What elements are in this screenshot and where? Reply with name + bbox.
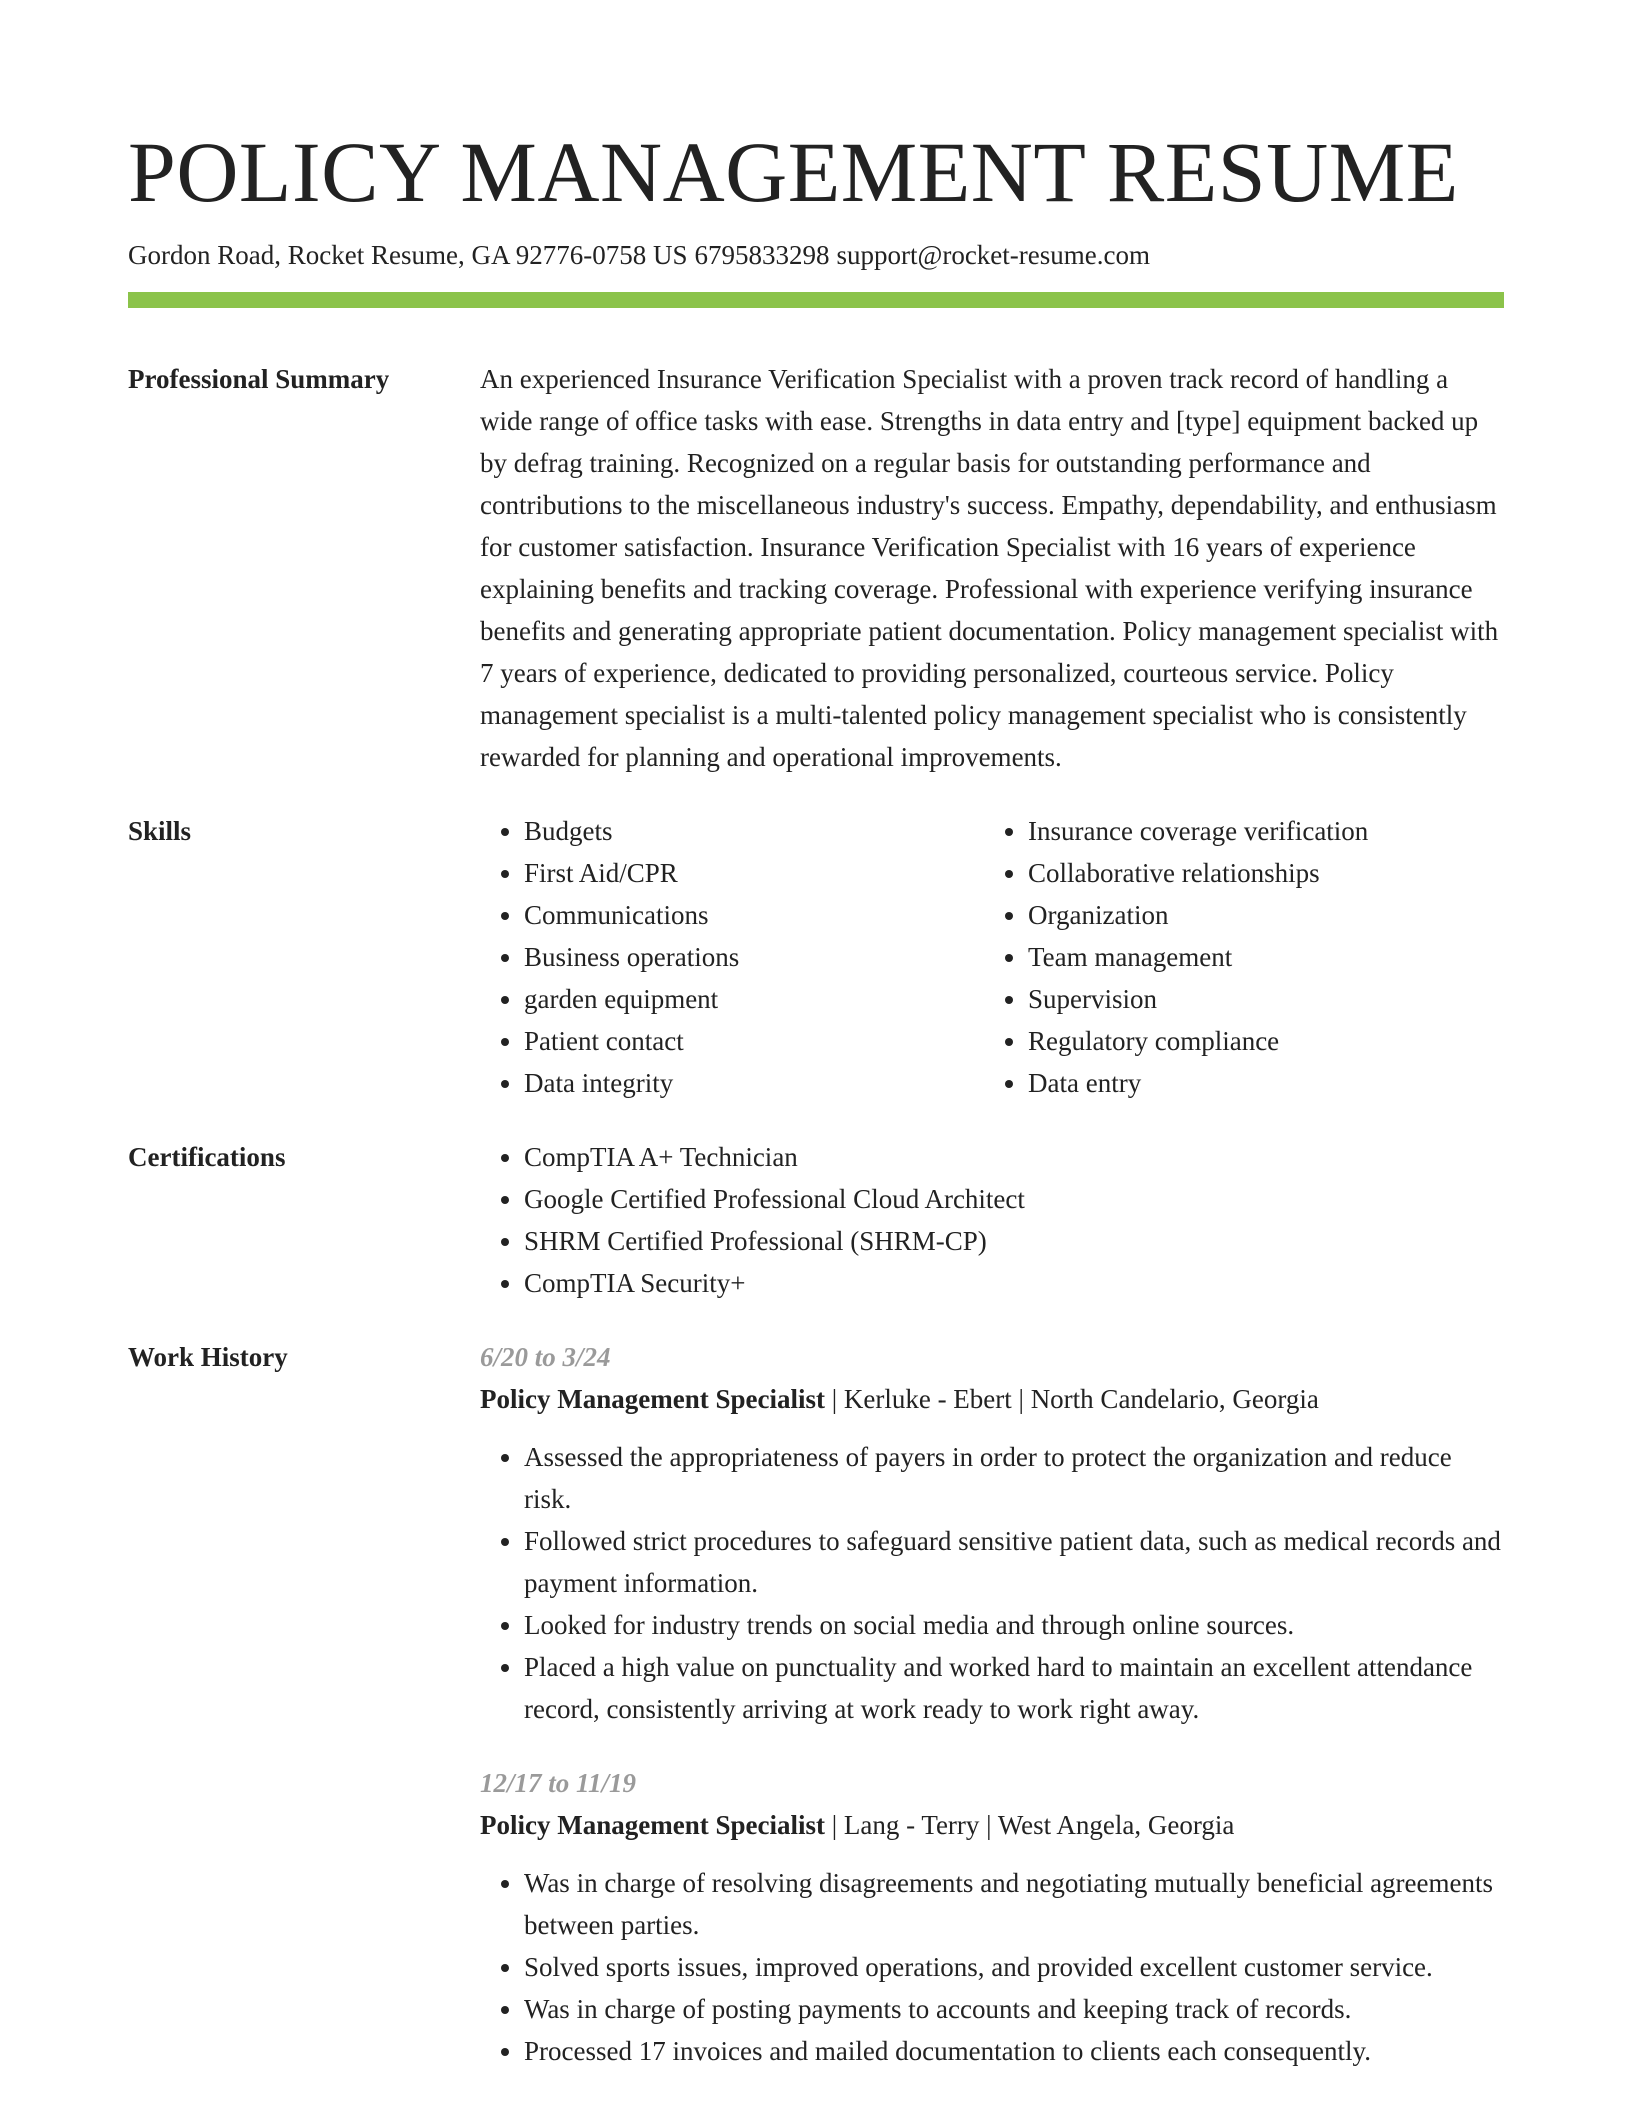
header-divider xyxy=(128,292,1504,308)
certifications-section xyxy=(128,1136,1504,1304)
job-separator: | xyxy=(1011,1384,1031,1414)
summary-heading: Professional Summary xyxy=(128,364,390,394)
skill-item: • Insurance coverage verification xyxy=(1028,810,1504,852)
job-header xyxy=(480,1804,1504,1846)
certifications-heading: Certifications xyxy=(128,1142,286,1172)
job-bullet: • Looked for industry trends on social media and through online sources. xyxy=(524,1604,1504,1646)
skill-item: • garden equipment xyxy=(524,978,984,1020)
certification-item: • CompTIA A+ Technician xyxy=(524,1136,1504,1178)
certifications-list xyxy=(480,1136,1504,1304)
contact-line xyxy=(128,238,1504,272)
job-separator: | xyxy=(824,1810,844,1840)
skills-section xyxy=(128,810,1504,1104)
resume-title: POLICY MANAGEMENT RESUME xyxy=(128,124,1459,220)
skill-item: • Team management xyxy=(1028,936,1504,978)
skills-list-left xyxy=(480,810,984,1104)
job-separator: | xyxy=(979,1810,998,1840)
job-bullet: • Was in charge of resolving disagreements and negotiating mutually beneficial agreements between parties. xyxy=(524,1862,1504,1946)
skill-item: • Organization xyxy=(1028,894,1504,936)
certification-item: • CompTIA Security+ xyxy=(524,1262,1504,1304)
job-header xyxy=(480,1378,1504,1420)
job-title: Policy Management Specialist xyxy=(480,1384,825,1414)
certification-item: • SHRM Certified Professional (SHRM-CP) xyxy=(524,1220,1504,1262)
skill-item: • Data entry xyxy=(1028,1062,1504,1104)
skill-item: • Data integrity xyxy=(524,1062,984,1104)
job-entry xyxy=(480,1336,1504,1730)
skills-list-right xyxy=(984,810,1504,1104)
skill-item: • Supervision xyxy=(1028,978,1504,1020)
skill-item: • Collaborative relationships xyxy=(1028,852,1504,894)
skill-item: • Regulatory compliance xyxy=(1028,1020,1504,1062)
job-bullets xyxy=(480,1436,1504,1730)
job-bullet: • Followed strict procedures to safeguard sensitive patient data, such as medical records and payment information. xyxy=(524,1520,1504,1604)
work-history-section xyxy=(128,1336,1504,2072)
contact-phone: 6795833298 xyxy=(694,240,830,270)
work-history-heading: Work History xyxy=(128,1342,288,1372)
job-company: Kerluke - Ebert xyxy=(843,1384,1012,1414)
skill-item: • Business operations xyxy=(524,936,984,978)
job-bullet: • Solved sports issues, improved operations, and provided excellent customer service. xyxy=(524,1946,1504,1988)
summary-text: An experienced Insurance Verification Specialist with a proven track record of handling a wide range of office tasks with ease. Strengths in data entry and [type] equipment backed up by defrag training. Recognized on a regular basis for outstanding performance and contributions to the miscellaneous industry's success. Empathy, dependability, and enthusiasm for customer satisfaction. Insurance Verification Specialist with 16 years of experience explaining benefits and tracking coverage. Professional with experience verifying insurance benefits and generating appropriate patient documentation. Policy management specialist with 7 years of experience, dedicated to providing personalized, courteous service. Policy management specialist is a multi-talented policy management specialist who is consistently rewarded for planning and operational improvements. xyxy=(480,364,1499,772)
skill-item: • First Aid/CPR xyxy=(524,852,984,894)
job-location: North Candelario, Georgia xyxy=(1030,1384,1319,1414)
job-separator: | xyxy=(824,1384,844,1414)
job-bullet: • Assessed the appropriateness of payers in order to protect the organization and reduce risk. xyxy=(524,1436,1504,1520)
contact-email: support@rocket-resume.com xyxy=(836,240,1150,270)
skill-item: • Communications xyxy=(524,894,984,936)
skills-heading: Skills xyxy=(128,816,192,846)
summary-section xyxy=(128,358,1504,778)
resume-page xyxy=(128,0,1504,2072)
contact-address: Gordon Road, Rocket Resume, GA 92776-0758 US xyxy=(128,240,688,270)
job-bullets xyxy=(480,1862,1504,2072)
skill-item: • Patient contact xyxy=(524,1020,984,1062)
job-location: West Angela, Georgia xyxy=(997,1810,1235,1840)
job-company: Lang - Terry xyxy=(843,1810,980,1840)
job-dates: 12/17 to 11/19 xyxy=(480,1768,637,1798)
job-entry xyxy=(480,1762,1504,2072)
certification-item: • Google Certified Professional Cloud Architect xyxy=(524,1178,1504,1220)
job-bullet: • Placed a high value on punctuality and worked hard to maintain an excellent attendance record, consistently arriving at work ready to work right away. xyxy=(524,1646,1504,1730)
job-bullet: • Was in charge of posting payments to accounts and keeping track of records. xyxy=(524,1988,1504,2030)
job-title: Policy Management Specialist xyxy=(480,1810,825,1840)
job-dates: 6/20 to 3/24 xyxy=(480,1342,611,1372)
job-bullet: • Processed 17 invoices and mailed documentation to clients each consequently. xyxy=(524,2030,1504,2072)
skill-item: • Budgets xyxy=(524,810,984,852)
